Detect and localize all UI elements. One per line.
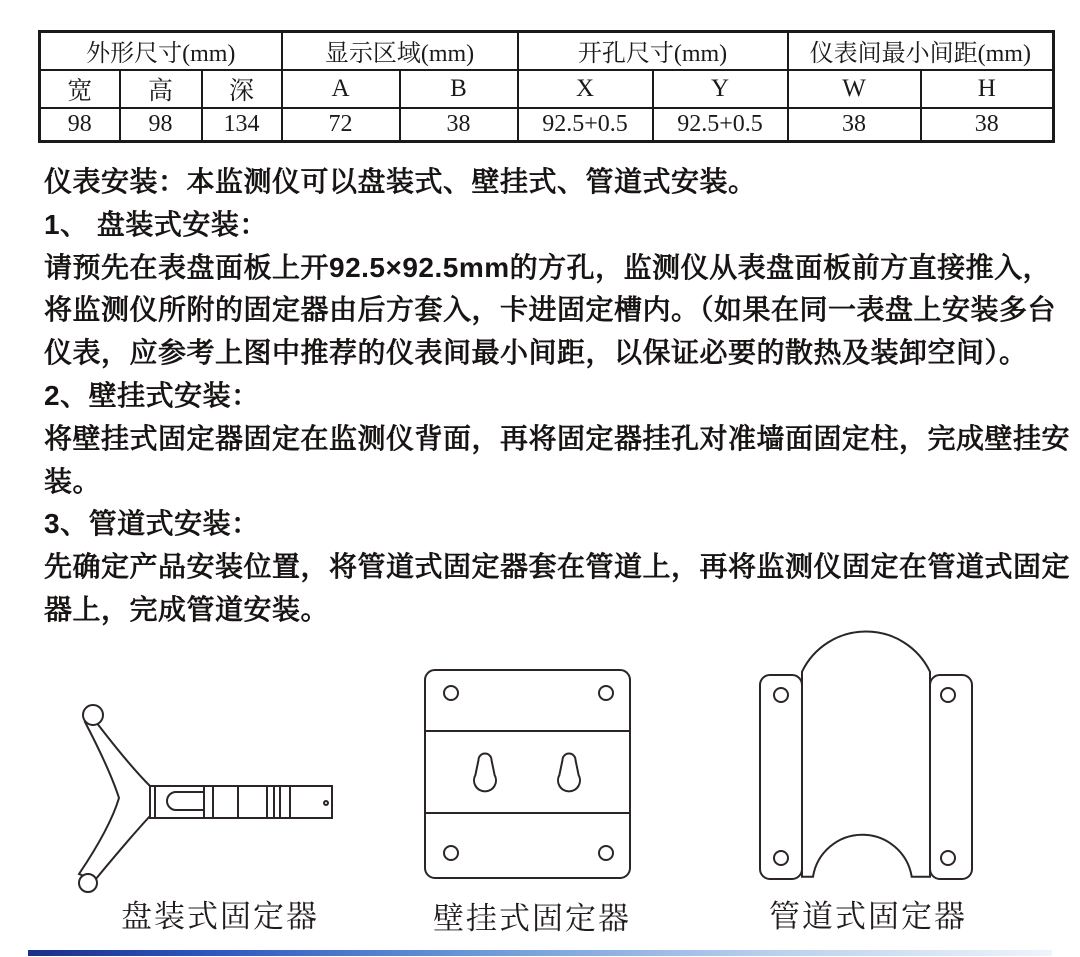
table-cell: Y: [653, 70, 788, 108]
table-cell: 92.5+0.5: [518, 108, 653, 142]
installation-instructions: [44, 161, 1070, 632]
table-cell: 宽: [40, 70, 120, 108]
table-cell: 38: [788, 108, 921, 142]
instruction-line: 仪表，应参考上图中推荐的仪表间最小间距，以保证必要的散热及装卸空间）。: [44, 337, 1028, 369]
instruction-line: 3、管道式安装：: [44, 508, 260, 540]
group-header-display: 显示区域(mm): [282, 32, 518, 70]
instruction-line: 1、 盘装式安装：: [44, 208, 268, 240]
dimensions-table: [38, 30, 1055, 143]
pipe-mount-fixer-caption: 管道式固定器: [769, 899, 967, 934]
pipe-mount-fixer-drawing: [754, 621, 978, 885]
wall-mount-fixer-caption: 壁挂式固定器: [433, 901, 631, 936]
table-cell: 高: [120, 70, 202, 108]
table-cell: 38: [400, 108, 518, 142]
instruction-line: 将监测仪所附的固定器由后方套入，卡进固定槽内。（如果在同一表盘上安装多台: [44, 294, 1057, 326]
instruction-line: 将壁挂式固定器固定在监测仪背面，再将固定器挂孔对准墙面固定柱，完成壁挂安: [44, 422, 1071, 454]
instruction-line: 2、壁挂式安装：: [44, 379, 260, 411]
table-cell: 深: [202, 70, 282, 108]
table-cell: 38: [921, 108, 1054, 142]
group-header-outline: 外形尺寸(mm): [40, 32, 282, 70]
instruction-line: 器上，完成管道安装。: [44, 593, 330, 625]
wall-mount-fixer-drawing: [424, 667, 632, 881]
instruction-line: 仪表安装：本监测仪可以盘装式、壁挂式、管道式安装。: [44, 166, 757, 197]
panel-mount-fixer-drawing: [48, 678, 348, 898]
table-cell: B: [400, 70, 518, 108]
table-cell: H: [921, 70, 1054, 108]
table-cell: W: [788, 70, 921, 108]
instruction-line: 请预先在表盘面板上开92.5×92.5mm的方孔，监测仪从表盘面板前方直接推入，: [44, 251, 1052, 283]
table-subheader-row: [40, 70, 1054, 108]
footer-accent-bar: [28, 950, 1052, 956]
table-cell: 72: [282, 108, 400, 142]
table-cell: 98: [120, 108, 202, 142]
table-cell: 134: [202, 108, 282, 142]
table-cell: 98: [40, 108, 120, 142]
table-values-row: [40, 108, 1054, 142]
instruction-line: 先确定产品安装位置，将管道式固定器套在管道上，再将监测仪固定在管道式固定: [44, 551, 1071, 583]
group-header-cutout: 开孔尺寸(mm): [518, 32, 788, 70]
table-cell: 92.5+0.5: [653, 108, 788, 142]
table-cell: X: [518, 70, 653, 108]
group-header-spacing: 仪表间最小间距(mm): [788, 32, 1054, 70]
instruction-line: 装。: [44, 465, 102, 497]
table-group-header-row: [40, 32, 1054, 70]
table-cell: A: [282, 70, 400, 108]
panel-mount-fixer-caption: 盘装式固定器: [121, 899, 319, 934]
